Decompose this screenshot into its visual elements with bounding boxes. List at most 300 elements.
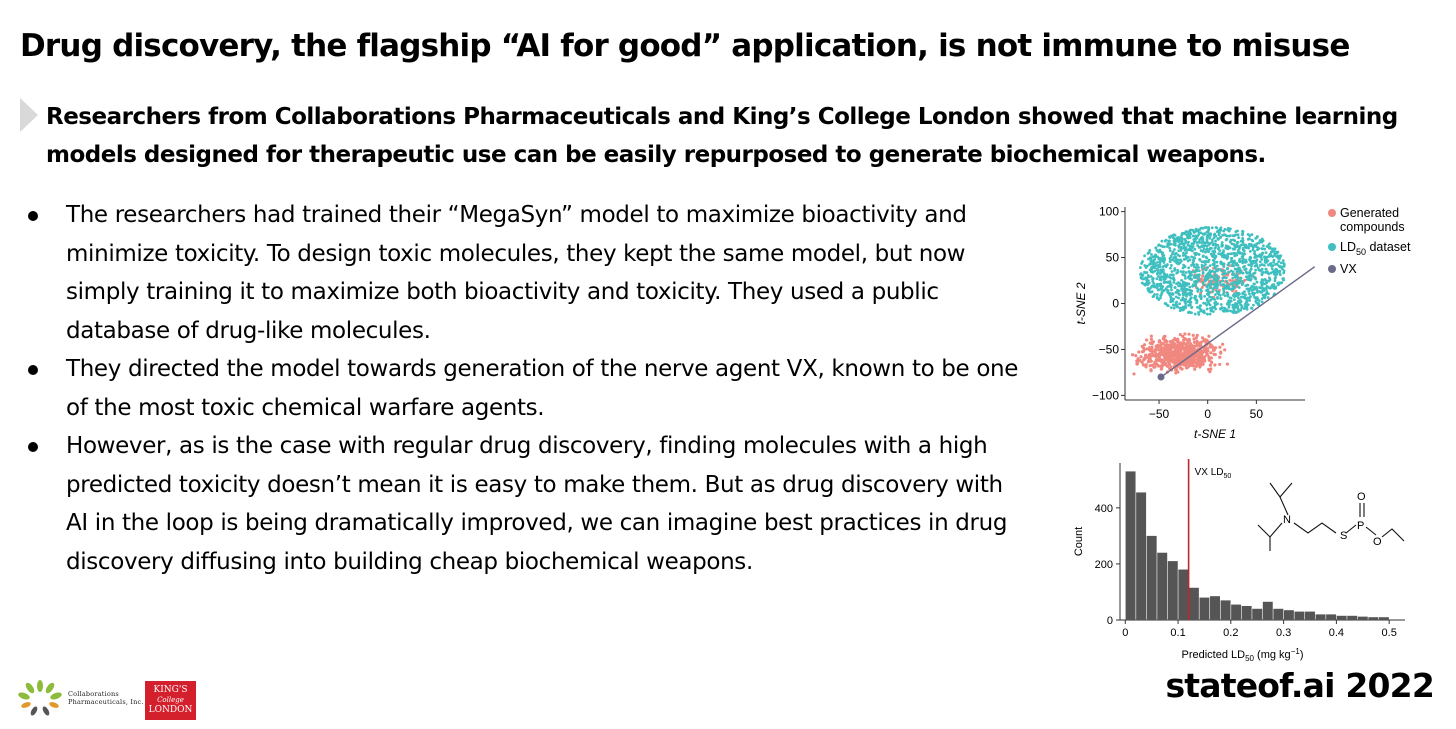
histogram-bar xyxy=(1305,612,1315,620)
ld50-point xyxy=(1206,236,1209,239)
ld50-point xyxy=(1245,268,1248,271)
ld50-point xyxy=(1188,292,1191,295)
generated-point xyxy=(1191,363,1194,366)
ld50-point xyxy=(1187,276,1190,279)
ld50-point xyxy=(1263,248,1266,251)
ld50-point xyxy=(1202,281,1205,284)
ld50-point xyxy=(1205,274,1208,277)
ld50-point xyxy=(1219,281,1222,284)
ld50-point xyxy=(1208,237,1211,240)
ld50-point xyxy=(1244,243,1247,246)
ld50-point xyxy=(1184,240,1187,243)
ld50-point xyxy=(1277,283,1280,286)
generated-point xyxy=(1177,350,1180,353)
collaborations-pharma-wordmark xyxy=(68,690,144,706)
ld50-point xyxy=(1246,296,1249,299)
bullet-dot-icon xyxy=(28,211,38,221)
y-tick-label: 0 xyxy=(1106,615,1113,627)
generated-point xyxy=(1159,345,1162,348)
brand-footer: stateof.ai 2022 xyxy=(1165,666,1434,705)
ld50-point xyxy=(1212,283,1215,286)
ld50-point xyxy=(1206,298,1209,301)
ld50-point xyxy=(1221,244,1224,247)
histogram-bar xyxy=(1157,553,1167,620)
generated-point xyxy=(1145,363,1148,366)
ld50-point xyxy=(1259,264,1262,267)
ld50-point xyxy=(1255,288,1258,291)
ld50-point xyxy=(1223,233,1226,236)
ld50-point xyxy=(1261,297,1264,300)
ld50-point xyxy=(1220,269,1223,272)
ld50-point xyxy=(1191,271,1194,274)
ld50-point xyxy=(1196,290,1199,293)
ld50-point xyxy=(1238,302,1241,305)
ld50-point xyxy=(1220,303,1223,306)
ld50-point xyxy=(1216,287,1219,290)
ld50-point xyxy=(1249,279,1252,282)
ld50-point xyxy=(1277,251,1280,254)
generated-point xyxy=(1209,351,1212,354)
ld50-point xyxy=(1206,240,1209,243)
histogram-bar xyxy=(1147,536,1157,620)
bullet-item xyxy=(26,350,1026,427)
ld50-point xyxy=(1150,253,1153,256)
ld50-point xyxy=(1216,261,1219,264)
ld50-point xyxy=(1221,263,1224,266)
ld50-point xyxy=(1180,242,1183,245)
ld50-point xyxy=(1213,306,1216,309)
ld50-point xyxy=(1188,299,1191,302)
generated-point xyxy=(1193,358,1196,361)
ld50-point xyxy=(1241,252,1244,255)
histogram-bar xyxy=(1263,602,1273,620)
ld50-point xyxy=(1200,237,1203,240)
ld50-point xyxy=(1162,270,1165,273)
ld50-point xyxy=(1261,268,1264,271)
ld50-point xyxy=(1169,257,1172,260)
ld50-point xyxy=(1267,296,1270,299)
ld50-point xyxy=(1226,257,1229,260)
ld50-point xyxy=(1222,293,1225,296)
ld50-point xyxy=(1158,249,1161,252)
legend-label-generated: Generated xyxy=(1340,206,1400,220)
ld50-point xyxy=(1250,289,1253,292)
ld50-point xyxy=(1182,252,1185,255)
histogram-bar xyxy=(1273,609,1283,620)
histogram-bar xyxy=(1178,570,1188,620)
ld50-point xyxy=(1235,268,1238,271)
ld50-point xyxy=(1211,226,1214,229)
generated-point xyxy=(1173,338,1176,341)
generated-point xyxy=(1195,336,1198,339)
y-axis-label: t-SNE 2 xyxy=(1074,282,1088,325)
ld50-point xyxy=(1172,298,1175,301)
ld50-point xyxy=(1232,252,1235,255)
ld50-point xyxy=(1187,249,1190,252)
ld50-point xyxy=(1219,308,1222,311)
ld50-point xyxy=(1140,275,1143,278)
ld50-histogram-chart xyxy=(1060,455,1430,670)
ld50-point xyxy=(1253,283,1256,286)
ld50-point xyxy=(1193,248,1196,251)
ld50-point xyxy=(1248,299,1251,302)
ld50-point xyxy=(1193,275,1196,278)
histogram-bar xyxy=(1347,616,1357,620)
ld50-point xyxy=(1170,306,1173,309)
ld50-point xyxy=(1201,260,1204,263)
ld50-point xyxy=(1221,280,1224,283)
ld50-point xyxy=(1177,297,1180,300)
ld50-point xyxy=(1183,243,1186,246)
generated-point xyxy=(1212,349,1215,352)
ld50-point xyxy=(1252,286,1255,289)
ld50-point xyxy=(1223,310,1226,313)
ld50-point xyxy=(1222,283,1225,286)
ld50-point xyxy=(1222,249,1225,252)
ld50-point xyxy=(1228,230,1231,233)
ld50-point xyxy=(1201,245,1204,248)
ld50-point xyxy=(1207,284,1210,287)
generated-point xyxy=(1158,355,1161,358)
ld50-point xyxy=(1267,292,1270,295)
ld50-point xyxy=(1271,267,1274,270)
ld50-point xyxy=(1264,261,1267,264)
ld50-point xyxy=(1205,256,1208,259)
ld50-point xyxy=(1172,257,1175,260)
generated-point xyxy=(1195,355,1198,358)
generated-point xyxy=(1151,350,1154,353)
generated-point xyxy=(1174,368,1177,371)
histogram-bar xyxy=(1199,598,1209,620)
ld50-points xyxy=(1139,226,1286,316)
ld50-point xyxy=(1169,280,1172,283)
generated-point xyxy=(1179,366,1182,369)
ld50-point xyxy=(1153,286,1156,289)
legend-marker-ld50 xyxy=(1328,243,1336,251)
y-tick-label: 0 xyxy=(1112,296,1119,311)
generated-point xyxy=(1223,348,1226,351)
generated-point xyxy=(1187,333,1190,336)
ld50-point xyxy=(1263,296,1266,299)
ld50-point xyxy=(1273,286,1276,289)
ld50-point xyxy=(1198,258,1201,261)
ld50-point xyxy=(1145,282,1148,285)
ld50-point xyxy=(1266,285,1269,288)
ld50-point xyxy=(1159,283,1162,286)
ld50-point xyxy=(1187,266,1190,269)
generated-point xyxy=(1161,364,1164,367)
slide-title: Drug discovery, the flagship “AI for good” application, is not immune to misuse xyxy=(20,28,1350,64)
y-tick-label: 50 xyxy=(1105,250,1119,265)
legend-marker-vx xyxy=(1328,265,1336,273)
ld50-point xyxy=(1194,313,1197,316)
ld50-point xyxy=(1227,306,1230,309)
generated-point xyxy=(1185,366,1188,369)
ld50-point xyxy=(1156,272,1159,275)
generated-point xyxy=(1193,368,1196,371)
ld50-point xyxy=(1232,281,1235,284)
ld50-point xyxy=(1202,271,1205,274)
ld50-point xyxy=(1276,263,1279,266)
generated-point xyxy=(1168,363,1171,366)
ld50-point xyxy=(1174,286,1177,289)
ld50-point xyxy=(1254,265,1257,268)
generated-point xyxy=(1186,349,1189,352)
ld50-point xyxy=(1259,287,1262,290)
x-tick-label: −50 xyxy=(1148,407,1170,421)
ld50-point xyxy=(1243,252,1246,255)
ld50-point xyxy=(1190,278,1193,281)
ld50-point xyxy=(1161,240,1164,243)
ld50-point xyxy=(1229,252,1232,255)
ld50-point xyxy=(1241,283,1244,286)
ld50-point xyxy=(1211,241,1214,244)
ld50-point xyxy=(1207,276,1210,279)
ld50-point xyxy=(1205,260,1208,263)
generated-point xyxy=(1191,345,1194,348)
ld50-point xyxy=(1282,259,1285,262)
ld50-point xyxy=(1265,251,1268,254)
ld50-point xyxy=(1248,292,1251,295)
ld50-point xyxy=(1151,256,1154,259)
ld50-point xyxy=(1241,255,1244,258)
ld50-point xyxy=(1265,268,1268,271)
ld50-point xyxy=(1187,260,1190,263)
ld50-point xyxy=(1230,257,1233,260)
ld50-point xyxy=(1168,240,1171,243)
ld50-point xyxy=(1209,264,1212,267)
ld50-point xyxy=(1181,273,1184,276)
ld50-point xyxy=(1187,241,1190,244)
generated-point xyxy=(1141,345,1144,348)
generated-point xyxy=(1218,356,1221,359)
ld50-point xyxy=(1198,307,1201,310)
ld50-point xyxy=(1208,286,1211,289)
ld50-point xyxy=(1243,250,1246,253)
ld50-point xyxy=(1161,255,1164,258)
ld50-point xyxy=(1191,285,1194,288)
ld50-point xyxy=(1194,284,1197,287)
ld50-point xyxy=(1198,274,1201,277)
ld50-point xyxy=(1197,266,1200,269)
atom-label-o: O xyxy=(1357,491,1366,503)
ld50-point xyxy=(1188,286,1191,289)
y-tick-label: 200 xyxy=(1094,558,1113,571)
ld50-point xyxy=(1168,247,1171,250)
ld50-point xyxy=(1183,258,1186,261)
ld50-point xyxy=(1185,295,1188,298)
ld50-point xyxy=(1209,307,1212,310)
ld50-point xyxy=(1247,290,1250,293)
ld50-point xyxy=(1145,279,1148,282)
ld50-point xyxy=(1165,239,1168,242)
ld50-point xyxy=(1213,247,1216,250)
ld50-point xyxy=(1204,251,1207,254)
generated-point xyxy=(1199,352,1202,355)
ld50-point xyxy=(1150,291,1153,294)
ld50-point xyxy=(1274,276,1277,279)
ld50-point xyxy=(1157,298,1160,301)
generated-point xyxy=(1218,346,1221,349)
ld50-point xyxy=(1249,260,1252,263)
ld50-point xyxy=(1175,282,1178,285)
ld50-point xyxy=(1169,249,1172,252)
ld50-point xyxy=(1185,271,1188,274)
ld50-point xyxy=(1210,310,1213,313)
ld50-point xyxy=(1146,265,1149,268)
ld50-point xyxy=(1268,276,1271,279)
ld50-point xyxy=(1216,281,1219,284)
x-tick-label: 0.1 xyxy=(1170,627,1186,639)
ld50-point xyxy=(1173,242,1176,245)
ld50-point xyxy=(1246,272,1249,275)
ld50-point xyxy=(1166,274,1169,277)
histogram-bar xyxy=(1168,561,1178,620)
ld50-point xyxy=(1167,304,1170,307)
generated-point xyxy=(1192,334,1195,337)
ld50-point xyxy=(1256,281,1259,284)
histogram-bar xyxy=(1126,471,1136,620)
ld50-point xyxy=(1192,229,1195,232)
ld50-point xyxy=(1263,279,1266,282)
ld50-point xyxy=(1268,247,1271,250)
ld50-point xyxy=(1256,258,1259,261)
x-tick-label: 0.2 xyxy=(1223,627,1239,639)
ld50-point xyxy=(1218,246,1221,249)
generated-point xyxy=(1226,363,1229,366)
generated-point xyxy=(1201,274,1204,277)
ld50-point xyxy=(1243,290,1246,293)
generated-point xyxy=(1157,364,1160,367)
ld50-point xyxy=(1196,241,1199,244)
ld50-point xyxy=(1243,265,1246,268)
ld50-point xyxy=(1213,234,1216,237)
ld50-point xyxy=(1159,269,1162,272)
ld50-point xyxy=(1162,261,1165,264)
ld50-point xyxy=(1197,313,1200,316)
generated-point xyxy=(1205,353,1208,356)
ld50-point xyxy=(1167,291,1170,294)
histogram-bar xyxy=(1189,588,1199,620)
ld50-point xyxy=(1241,295,1244,298)
ld50-point xyxy=(1232,260,1235,263)
y-axis-label: Count xyxy=(1073,526,1085,557)
generated-point xyxy=(1165,340,1168,343)
ld50-point xyxy=(1273,259,1276,262)
x-tick-label: 0 xyxy=(1122,627,1129,639)
generated-point xyxy=(1144,354,1147,357)
ld50-point xyxy=(1246,287,1249,290)
ld50-point xyxy=(1240,277,1243,280)
ld50-point xyxy=(1236,230,1239,233)
generated-point xyxy=(1161,350,1164,353)
ld50-point xyxy=(1274,247,1277,250)
ld50-point xyxy=(1258,242,1261,245)
ld50-point xyxy=(1143,254,1146,257)
ld50-point xyxy=(1153,258,1156,261)
x-tick-label: 50 xyxy=(1249,407,1264,421)
ld50-point xyxy=(1242,243,1245,246)
generated-point xyxy=(1182,346,1185,349)
ld50-point xyxy=(1260,284,1263,287)
ld50-point xyxy=(1254,276,1257,279)
ld50-point xyxy=(1232,238,1235,241)
ld50-point xyxy=(1260,247,1263,250)
ld50-point xyxy=(1200,294,1203,297)
ld50-point xyxy=(1193,257,1196,260)
histogram-bar xyxy=(1284,610,1294,620)
ld50-point xyxy=(1202,227,1205,230)
ld50-point xyxy=(1206,313,1209,316)
ld50-point xyxy=(1270,286,1273,289)
histogram-bars xyxy=(1126,471,1389,620)
generated-point xyxy=(1139,355,1142,358)
generated-point xyxy=(1187,360,1190,363)
ld50-point xyxy=(1216,275,1219,278)
slide-subtitle: Researchers from Collaborations Pharmaceuticals and King’s College London showed that machine learning models designed for therapeutic use can be easily repurposed to generate biochemical weapons. xyxy=(46,104,1398,168)
ld50-point xyxy=(1224,272,1227,275)
ld50-point xyxy=(1280,281,1283,284)
generated-point xyxy=(1166,351,1169,354)
ld50-point xyxy=(1249,296,1252,299)
ld50-point xyxy=(1234,306,1237,309)
logo-line: LONDON xyxy=(148,705,193,715)
ld50-point xyxy=(1257,269,1260,272)
ld50-point xyxy=(1217,252,1220,255)
ld50-point xyxy=(1188,270,1191,273)
generated-point xyxy=(1164,362,1167,365)
ld50-point xyxy=(1190,306,1193,309)
ld50-point xyxy=(1203,295,1206,298)
ld50-point xyxy=(1185,246,1188,249)
ld50-point xyxy=(1190,255,1193,258)
bullet-item xyxy=(26,196,1026,350)
ld50-point xyxy=(1189,273,1192,276)
ld50-point xyxy=(1173,304,1176,307)
ld50-point xyxy=(1252,248,1255,251)
ld50-point xyxy=(1184,306,1187,309)
ld50-point xyxy=(1207,250,1210,253)
ld50-point xyxy=(1245,260,1248,263)
ld50-point xyxy=(1259,291,1262,294)
generated-point xyxy=(1141,350,1144,353)
ld50-point xyxy=(1251,239,1254,242)
ld50-point xyxy=(1174,238,1177,241)
ld50-point xyxy=(1230,270,1233,273)
generated-point xyxy=(1161,342,1164,345)
ld50-point xyxy=(1180,286,1183,289)
ld50-point xyxy=(1192,242,1195,245)
generated-point xyxy=(1171,357,1174,360)
ld50-point xyxy=(1219,226,1222,229)
ld50-point xyxy=(1227,271,1230,274)
ld50-point xyxy=(1234,233,1237,236)
generated-point xyxy=(1150,334,1153,337)
ld50-point xyxy=(1223,307,1226,310)
ld50-point xyxy=(1248,237,1251,240)
ld50-point xyxy=(1215,269,1218,272)
ld50-point xyxy=(1225,277,1228,280)
histogram-bar xyxy=(1136,492,1146,620)
ld50-point xyxy=(1231,285,1234,288)
ld50-point xyxy=(1157,289,1160,292)
generated-point xyxy=(1183,364,1186,367)
ld50-point xyxy=(1195,266,1198,269)
generated-point xyxy=(1151,342,1154,345)
logo-line: College xyxy=(157,696,184,704)
ld50-point xyxy=(1221,277,1224,280)
ld50-point xyxy=(1179,246,1182,249)
